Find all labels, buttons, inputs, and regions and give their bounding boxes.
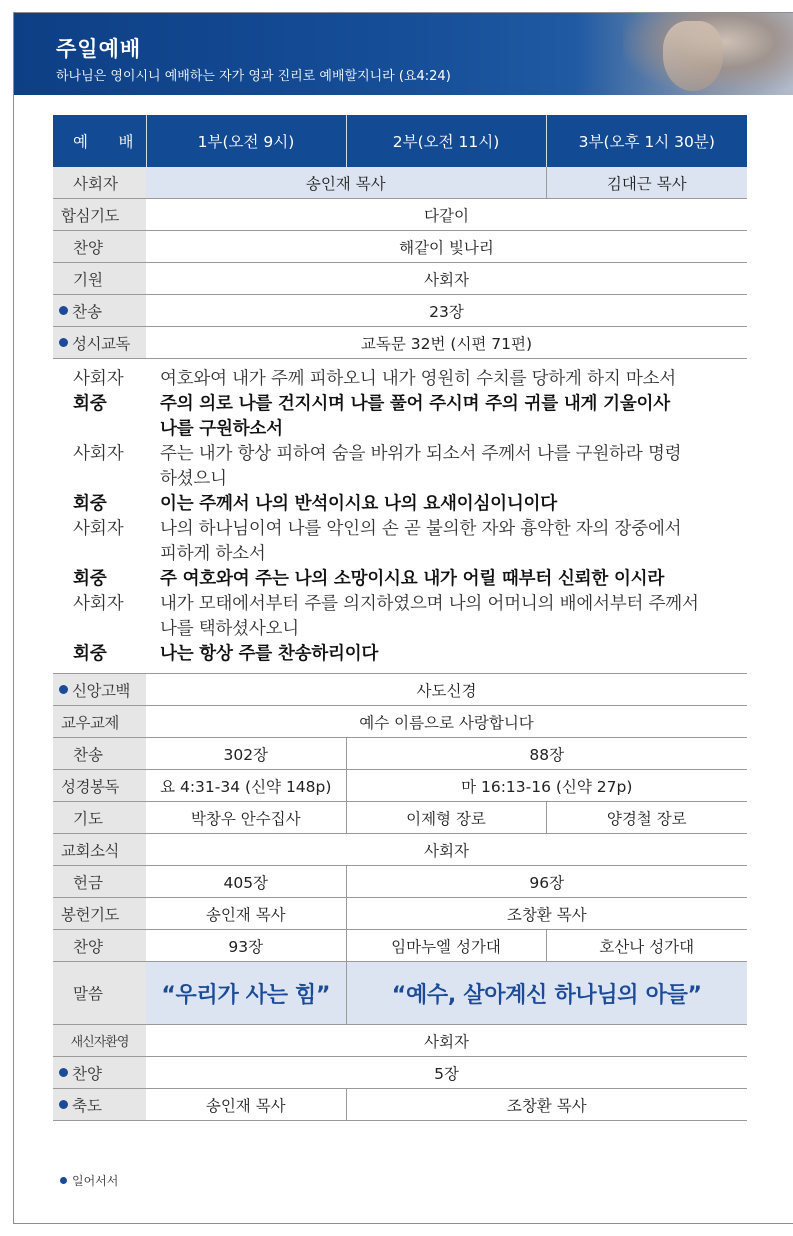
row-label: 새신자환영 (53, 1025, 146, 1057)
row-label: 찬양 (53, 930, 146, 962)
row-value: 송인재 목사 (146, 167, 546, 199)
row-value: 해같이 빛나리 (146, 231, 747, 263)
row-value: 임마누엘 성가대 (346, 930, 546, 962)
header-second-service: 2부(오전 11시) (346, 115, 546, 167)
reading-text (146, 359, 747, 674)
table-row-responsive-reading (53, 327, 747, 359)
row-value: 교독문 32번 (시편 71편) (146, 327, 747, 359)
standing-dot-icon (60, 1177, 67, 1184)
standing-dot-icon (59, 1068, 68, 1077)
reading-line: 나의 하나님이여 나를 악인의 손 곧 불의한 자와 흉악한 자의 장중에서 (160, 519, 682, 539)
table-row-scripture (53, 770, 747, 802)
table-row-sermon (53, 962, 747, 1025)
row-value: 5장 (146, 1057, 747, 1089)
row-value: 다같이 (146, 199, 747, 231)
table-row-newcomer (53, 1025, 747, 1057)
reading-line: 주 여호와여 주는 나의 소망이시요 내가 어릴 때부터 신뢰한 이시라 (160, 569, 665, 589)
header-third-service: 3부(오후 1시 30분) (546, 115, 747, 167)
row-label: 합심기도 (53, 199, 146, 231)
row-value: 마 16:13-16 (신약 27p) (346, 770, 747, 802)
row-value: 조창환 목사 (346, 1089, 747, 1121)
sermon-title-first: “우리가 사는 힘” (146, 962, 346, 1025)
row-value: 96장 (346, 866, 747, 898)
row-value: 93장 (146, 930, 346, 962)
row-value: 송인재 목사 (146, 898, 346, 930)
row-value: 예수 이름으로 사랑합니다 (146, 706, 747, 738)
table-row-hymn-1 (53, 295, 747, 327)
table-row-offering-prayer (53, 898, 747, 930)
header-banner (14, 13, 793, 95)
page-title: 주일예배 (56, 37, 142, 61)
row-value: 사회자 (146, 263, 747, 295)
row-value: 23장 (146, 295, 747, 327)
reading-line: 피하게 하소서 (160, 544, 266, 564)
table-row-offering (53, 866, 747, 898)
row-value: 박창우 안수집사 (146, 802, 346, 834)
row-value: 88장 (346, 738, 747, 770)
row-label: 사회자 (53, 167, 146, 199)
table-row-news (53, 834, 747, 866)
responsive-reading-block (53, 359, 747, 674)
row-label: 교회소식 (53, 834, 146, 866)
header-first-service: 1부(오전 9시) (146, 115, 346, 167)
header-label: 예 배 (53, 115, 146, 167)
row-label: 성경봉독 (53, 770, 146, 802)
standing-dot-icon (59, 338, 68, 347)
table-row-unison-prayer (53, 199, 747, 231)
row-label: 기도 (53, 802, 146, 834)
row-label: 헌금 (53, 866, 146, 898)
row-label: 교우교제 (53, 706, 146, 738)
table-row-prayer (53, 802, 747, 834)
table-row-special-praise (53, 930, 747, 962)
row-value: 405장 (146, 866, 346, 898)
reading-line: 하셨으니 (160, 469, 227, 489)
reading-line: 나를 택하셨사오니 (160, 619, 300, 639)
row-value: 양경철 장로 (546, 802, 747, 834)
praying-hands-highlight (663, 21, 723, 91)
page-subtitle: 하나님은 영이시니 예배하는 자가 영과 진리로 예배할지니라 (요4:24) (56, 69, 451, 84)
row-value: 호산나 성가대 (546, 930, 747, 962)
table-row-praise (53, 231, 747, 263)
reading-line: 나는 항상 주를 찬송하리이다 (160, 644, 379, 664)
table-row-leader (53, 167, 747, 199)
table-row-praise-3 (53, 1057, 747, 1089)
row-value: 조창환 목사 (346, 898, 747, 930)
row-value: 사도신경 (146, 674, 747, 706)
standing-footnote: 일어서서 (60, 1172, 118, 1189)
row-label: 찬양 (53, 231, 146, 263)
reading-line: 이는 주께서 나의 반석이시요 나의 요새이심이니이다 (160, 494, 557, 514)
reading-line: 주의 의로 나를 건지시며 나를 풀어 주시며 주의 귀를 내게 기울이사 (160, 394, 670, 414)
row-label: 말씀 (53, 962, 146, 1025)
row-label: 찬송 (53, 295, 146, 327)
row-label: 찬송 (53, 738, 146, 770)
reading-line: 나를 구원하소서 (160, 419, 283, 439)
row-value: 김대근 목사 (546, 167, 747, 199)
worship-order-table (53, 115, 747, 1121)
standing-dot-icon (59, 306, 68, 315)
reading-line: 여호와여 내가 주께 피하오니 내가 영원히 수치를 당하게 하지 마소서 (160, 369, 677, 389)
table-row-fellowship (53, 706, 747, 738)
table-row-creed (53, 674, 747, 706)
reading-line: 주는 내가 항상 피하여 숨을 바위가 되소서 주께서 나를 구원하라 명령 (160, 444, 682, 464)
reading-roles: 사회자 회중 사회자 회중 사회자 회중 사회자 회중 (53, 359, 146, 674)
row-value: 302장 (146, 738, 346, 770)
table-row-hymn-2 (53, 738, 747, 770)
row-value: 이제형 장로 (346, 802, 546, 834)
sermon-title-second: “예수, 살아계신 하나님의 아들” (346, 962, 747, 1025)
row-label: 찬양 (53, 1057, 146, 1089)
row-value: 요 4:31-34 (신약 148p) (146, 770, 346, 802)
table-row-invocation (53, 263, 747, 295)
table-header-row (53, 115, 747, 167)
row-value: 사회자 (146, 1025, 747, 1057)
row-value: 송인재 목사 (146, 1089, 346, 1121)
standing-dot-icon (59, 685, 68, 694)
reading-line: 내가 모태에서부터 주를 의지하였으며 나의 어머니의 배에서부터 주께서 (160, 594, 699, 614)
row-label: 봉헌기도 (53, 898, 146, 930)
table-row-benediction (53, 1089, 747, 1121)
standing-dot-icon (59, 1100, 68, 1109)
row-label: 축도 (53, 1089, 146, 1121)
row-label: 신앙고백 (53, 674, 146, 706)
row-label: 성시교독 (53, 327, 146, 359)
row-label: 기원 (53, 263, 146, 295)
row-value: 사회자 (146, 834, 747, 866)
